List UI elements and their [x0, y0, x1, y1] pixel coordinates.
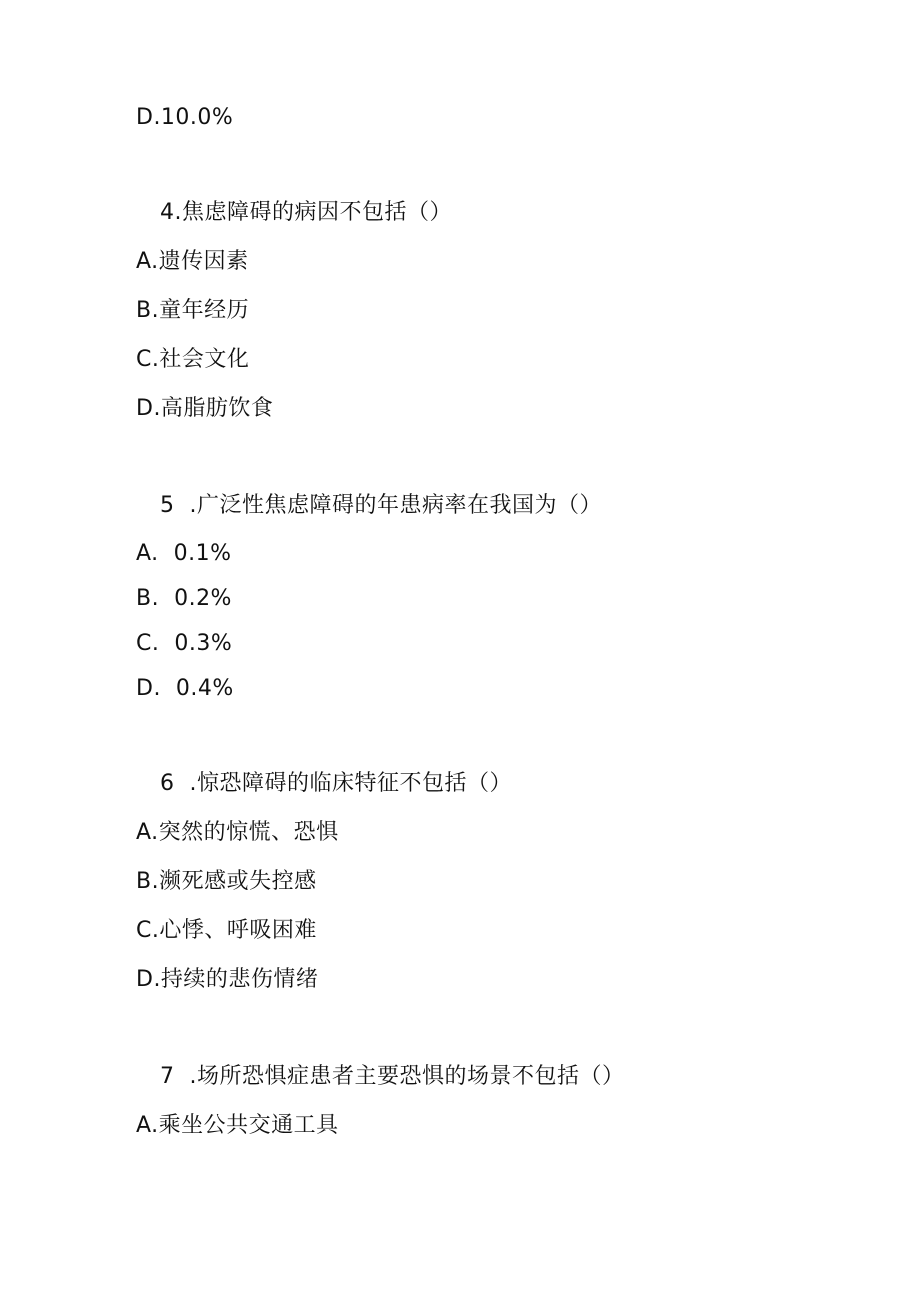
question-4: 4.焦虑障碍的病因不包括（）: [160, 200, 452, 225]
question-5: 5 .广泛性焦虑障碍的年患病率在我国为（）: [160, 493, 602, 518]
question-6: 6 .惊恐障碍的临床特征不包括（）: [160, 771, 512, 796]
option-a-q7: A.乘坐公共交通工具: [136, 1113, 339, 1138]
option-c-q5: C. 0.3%: [136, 631, 233, 656]
question-7: 7 .场所恐惧症患者主要恐惧的场景不包括（）: [160, 1064, 625, 1089]
option-c-q6: C.心悸、呼吸困难: [136, 918, 317, 943]
option-b-q6: B.濒死感或失控感: [136, 869, 317, 894]
option-c-q4: C.社会文化: [136, 347, 250, 372]
option-b-q5: B. 0.2%: [136, 586, 232, 611]
option-d-q6: D.持续的悲伤情绪: [136, 967, 319, 992]
option-d-q5: D. 0.4%: [136, 676, 234, 701]
option-d-q4: D.高脂肪饮食: [136, 396, 274, 421]
option-a-q6: A.突然的惊慌、恐惧: [136, 820, 339, 845]
option-a-q4: A.遗传因素: [136, 249, 249, 274]
option-d-q3: D.10.0%: [136, 105, 234, 130]
option-a-q5: A. 0.1%: [136, 541, 232, 566]
option-b-q4: B.童年经历: [136, 298, 250, 323]
